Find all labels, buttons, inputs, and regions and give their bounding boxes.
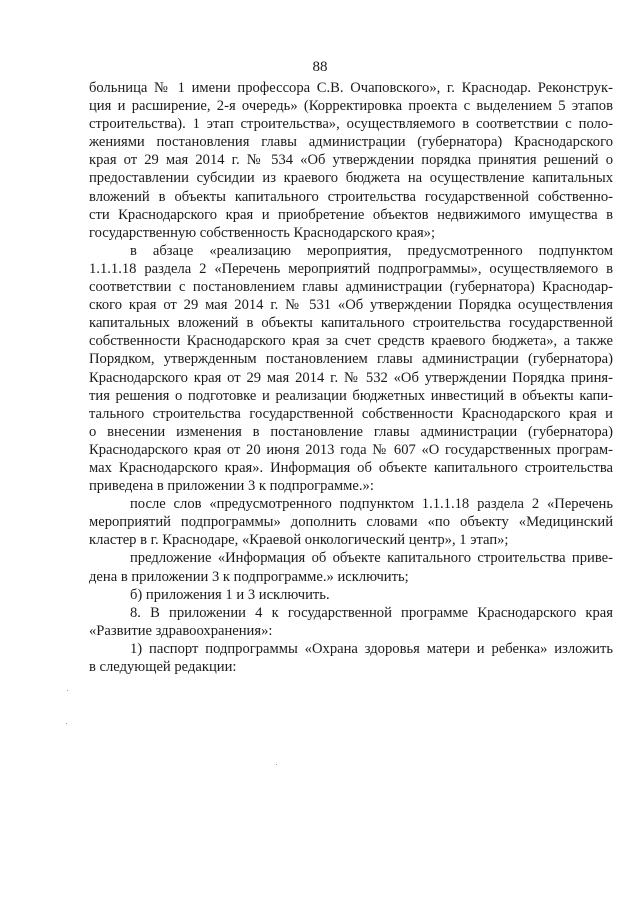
text-line: ского края от 29 мая 2014 г. № 531 «Об утверждении Порядка осуществления xyxy=(89,297,613,314)
text-line: в следующей редакции: xyxy=(89,659,237,675)
text-line: 8. В приложении 4 к государственной программе Краснодарского края xyxy=(130,604,613,621)
scan-speck xyxy=(67,690,68,691)
text-line: ция и расширение, 2-я очередь» (Корректировка проекта с выделением 5 этапов xyxy=(89,98,613,115)
text-line: кластер в г. Краснодаре, «Краевой онкологический центр», 1 этап»; xyxy=(89,532,509,549)
text-line: 1) паспорт подпрограммы «Охрана здоровья матери и ребенка» изложить xyxy=(130,640,613,657)
text-line: Порядком, утвержденным постановлением главы администрации (губернатора) xyxy=(89,351,613,368)
text-line: больница № 1 имени профессора С.В. Очаповского», г. Краснодар. Реконструк- xyxy=(89,80,613,96)
text-line: приведена в приложении 3 к подпрограмме.»: xyxy=(89,478,374,495)
page-number: 88 xyxy=(312,59,328,75)
text-line: б) приложения 1 и 3 исключить. xyxy=(130,586,330,603)
text-line: тального строительства государственной собственности Краснодарского края и xyxy=(89,405,613,422)
text-line: тия решения о подготовке и реализации бюджетных инвестиций в объекты капи- xyxy=(89,387,613,404)
text-line: предоставлении субсидии из краевого бюджета на осуществление капитальных xyxy=(89,170,613,187)
scan-speck xyxy=(66,723,67,724)
text-line: после слов «предусмотренного подпунктом 1.1.1.18 раздела 2 «Перечень xyxy=(130,496,613,513)
text-line: мероприятий подпрограммы» дополнить словами «по объекту «Медицинский xyxy=(89,514,613,531)
text-line: вложений в объекты капитального строительства государственной собственно- xyxy=(89,188,613,205)
text-line: государственную собственность Краснодарского края»; xyxy=(89,224,436,241)
text-line: строительства). 1 этап строительства», осуществляемого в соответствии с поло- xyxy=(89,116,613,133)
text-line: мах Краснодарского края». Информация об объекте капитального строительства xyxy=(89,459,613,476)
text-line: Краснодарского края от 29 мая 2014 г. № 532 «Об утверждении Порядка приня- xyxy=(89,369,613,386)
text-line: капитальных вложений в объекты капитального строительства государственной xyxy=(89,315,613,332)
text-line: края от 29 мая 2014 г. № 534 «Об утверждении порядка принятия решений о xyxy=(89,152,613,169)
text-line: в абзаце «реализацию мероприятия, предусмотренного подпунктом xyxy=(130,242,613,259)
scan-speck xyxy=(276,764,277,765)
text-line: «Развитие здравоохранения»: xyxy=(89,622,273,639)
text-line: дена в приложении 3 к подпрограмме.» исключить; xyxy=(89,568,409,585)
text-line: сти Краснодарского края и приобретение объектов недвижимого имущества в xyxy=(89,206,613,223)
text-line: собственности Краснодарского края за счет средств краевого бюджета», а также xyxy=(89,333,613,350)
text-line: соответствии с постановлением главы администрации (губернатора) Краснодар- xyxy=(89,279,613,296)
text-line: о внесении изменения в постановление главы администрации (губернатора) xyxy=(89,423,613,440)
text-line: 1.1.1.18 раздела 2 «Перечень мероприятий подпрограммы», осуществляемого в xyxy=(89,260,613,277)
text-line: предложение «Информация об объекте капитального строительства приве- xyxy=(130,550,613,567)
body-text xyxy=(89,79,613,676)
text-line: Краснодарского края от 20 июня 2013 года № 607 «О государственных програм- xyxy=(89,441,613,458)
text-line: жениями постановления главы администрации (губернатора) Краснодарского xyxy=(89,134,613,151)
